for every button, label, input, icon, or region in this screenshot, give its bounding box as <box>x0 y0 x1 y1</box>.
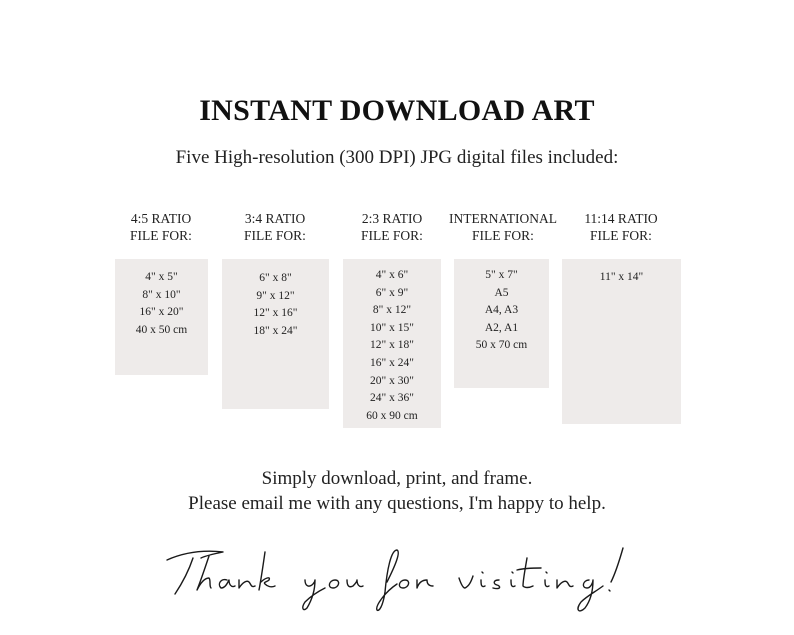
size-item: 4" x 5" <box>145 271 178 283</box>
size-item: 40 x 50 cm <box>135 323 188 336</box>
size-item: 16" x 24" <box>370 356 414 369</box>
size-item: A2, A1 <box>484 321 519 334</box>
size-item: 8" x 12" <box>372 304 412 317</box>
column-heading-line: 4:5 RATIO <box>130 211 192 226</box>
thank-you-signature <box>165 536 635 616</box>
size-item: 18" x 24" <box>253 324 298 337</box>
column-heading-3-4 <box>225 210 325 244</box>
column-heading-11-14 <box>571 210 671 244</box>
column-heading-line: FILE FOR: <box>590 228 652 243</box>
page-title: INSTANT DOWNLOAD ART <box>199 94 595 127</box>
size-item: 5" x 7" <box>485 269 518 281</box>
column-heading-international <box>443 210 563 244</box>
size-item: A5 <box>494 286 509 299</box>
size-item: 20" x 30" <box>370 374 414 387</box>
size-item: 9" x 12" <box>256 289 295 302</box>
instructions-line: Simply download, print, and frame. <box>261 468 533 489</box>
size-item: 12" x 16" <box>253 307 298 320</box>
column-heading-line: FILE FOR: <box>244 228 306 243</box>
column-heading-2-3 <box>342 210 442 244</box>
size-item: 6" x 9" <box>375 286 409 299</box>
size-item: 11" x 14" <box>599 271 644 283</box>
size-panel-4-5 <box>115 259 208 375</box>
size-item: 16" x 20" <box>139 306 184 319</box>
page-subtitle: Five High-resolution (300 DPI) JPG digital files included: <box>175 147 619 168</box>
size-panel-3-4 <box>222 259 329 409</box>
size-item: 50 x 70 cm <box>475 339 528 352</box>
size-item: 12" x 18" <box>370 339 414 352</box>
size-item: 24" x 36" <box>370 392 414 405</box>
size-item: 60 x 90 cm <box>366 409 418 422</box>
column-heading-line: FILE FOR: <box>130 228 192 243</box>
column-heading-line: FILE FOR: <box>361 228 423 243</box>
size-item: A4, A3 <box>484 304 519 317</box>
column-heading-line: FILE FOR: <box>472 228 534 243</box>
column-heading-line: 2:3 RATIO <box>361 211 423 226</box>
size-panel-11-14 <box>562 259 681 424</box>
column-heading-line: 11:14 RATIO <box>584 211 658 226</box>
column-heading-4-5 <box>111 210 211 244</box>
column-heading-line: INTERNATIONAL <box>449 211 557 226</box>
size-item: 8" x 10" <box>142 288 181 301</box>
size-item: 6" x 8" <box>259 272 292 284</box>
contact-line: Please email me with any questions, I'm happy to help. <box>188 493 606 514</box>
signature-drawing <box>165 536 635 616</box>
size-item: 4" x 6" <box>375 269 409 281</box>
size-panel-international <box>454 259 549 388</box>
column-heading-line: 3:4 RATIO <box>244 211 306 226</box>
size-item: 10" x 15" <box>370 321 414 334</box>
size-panel-2-3 <box>343 259 441 428</box>
